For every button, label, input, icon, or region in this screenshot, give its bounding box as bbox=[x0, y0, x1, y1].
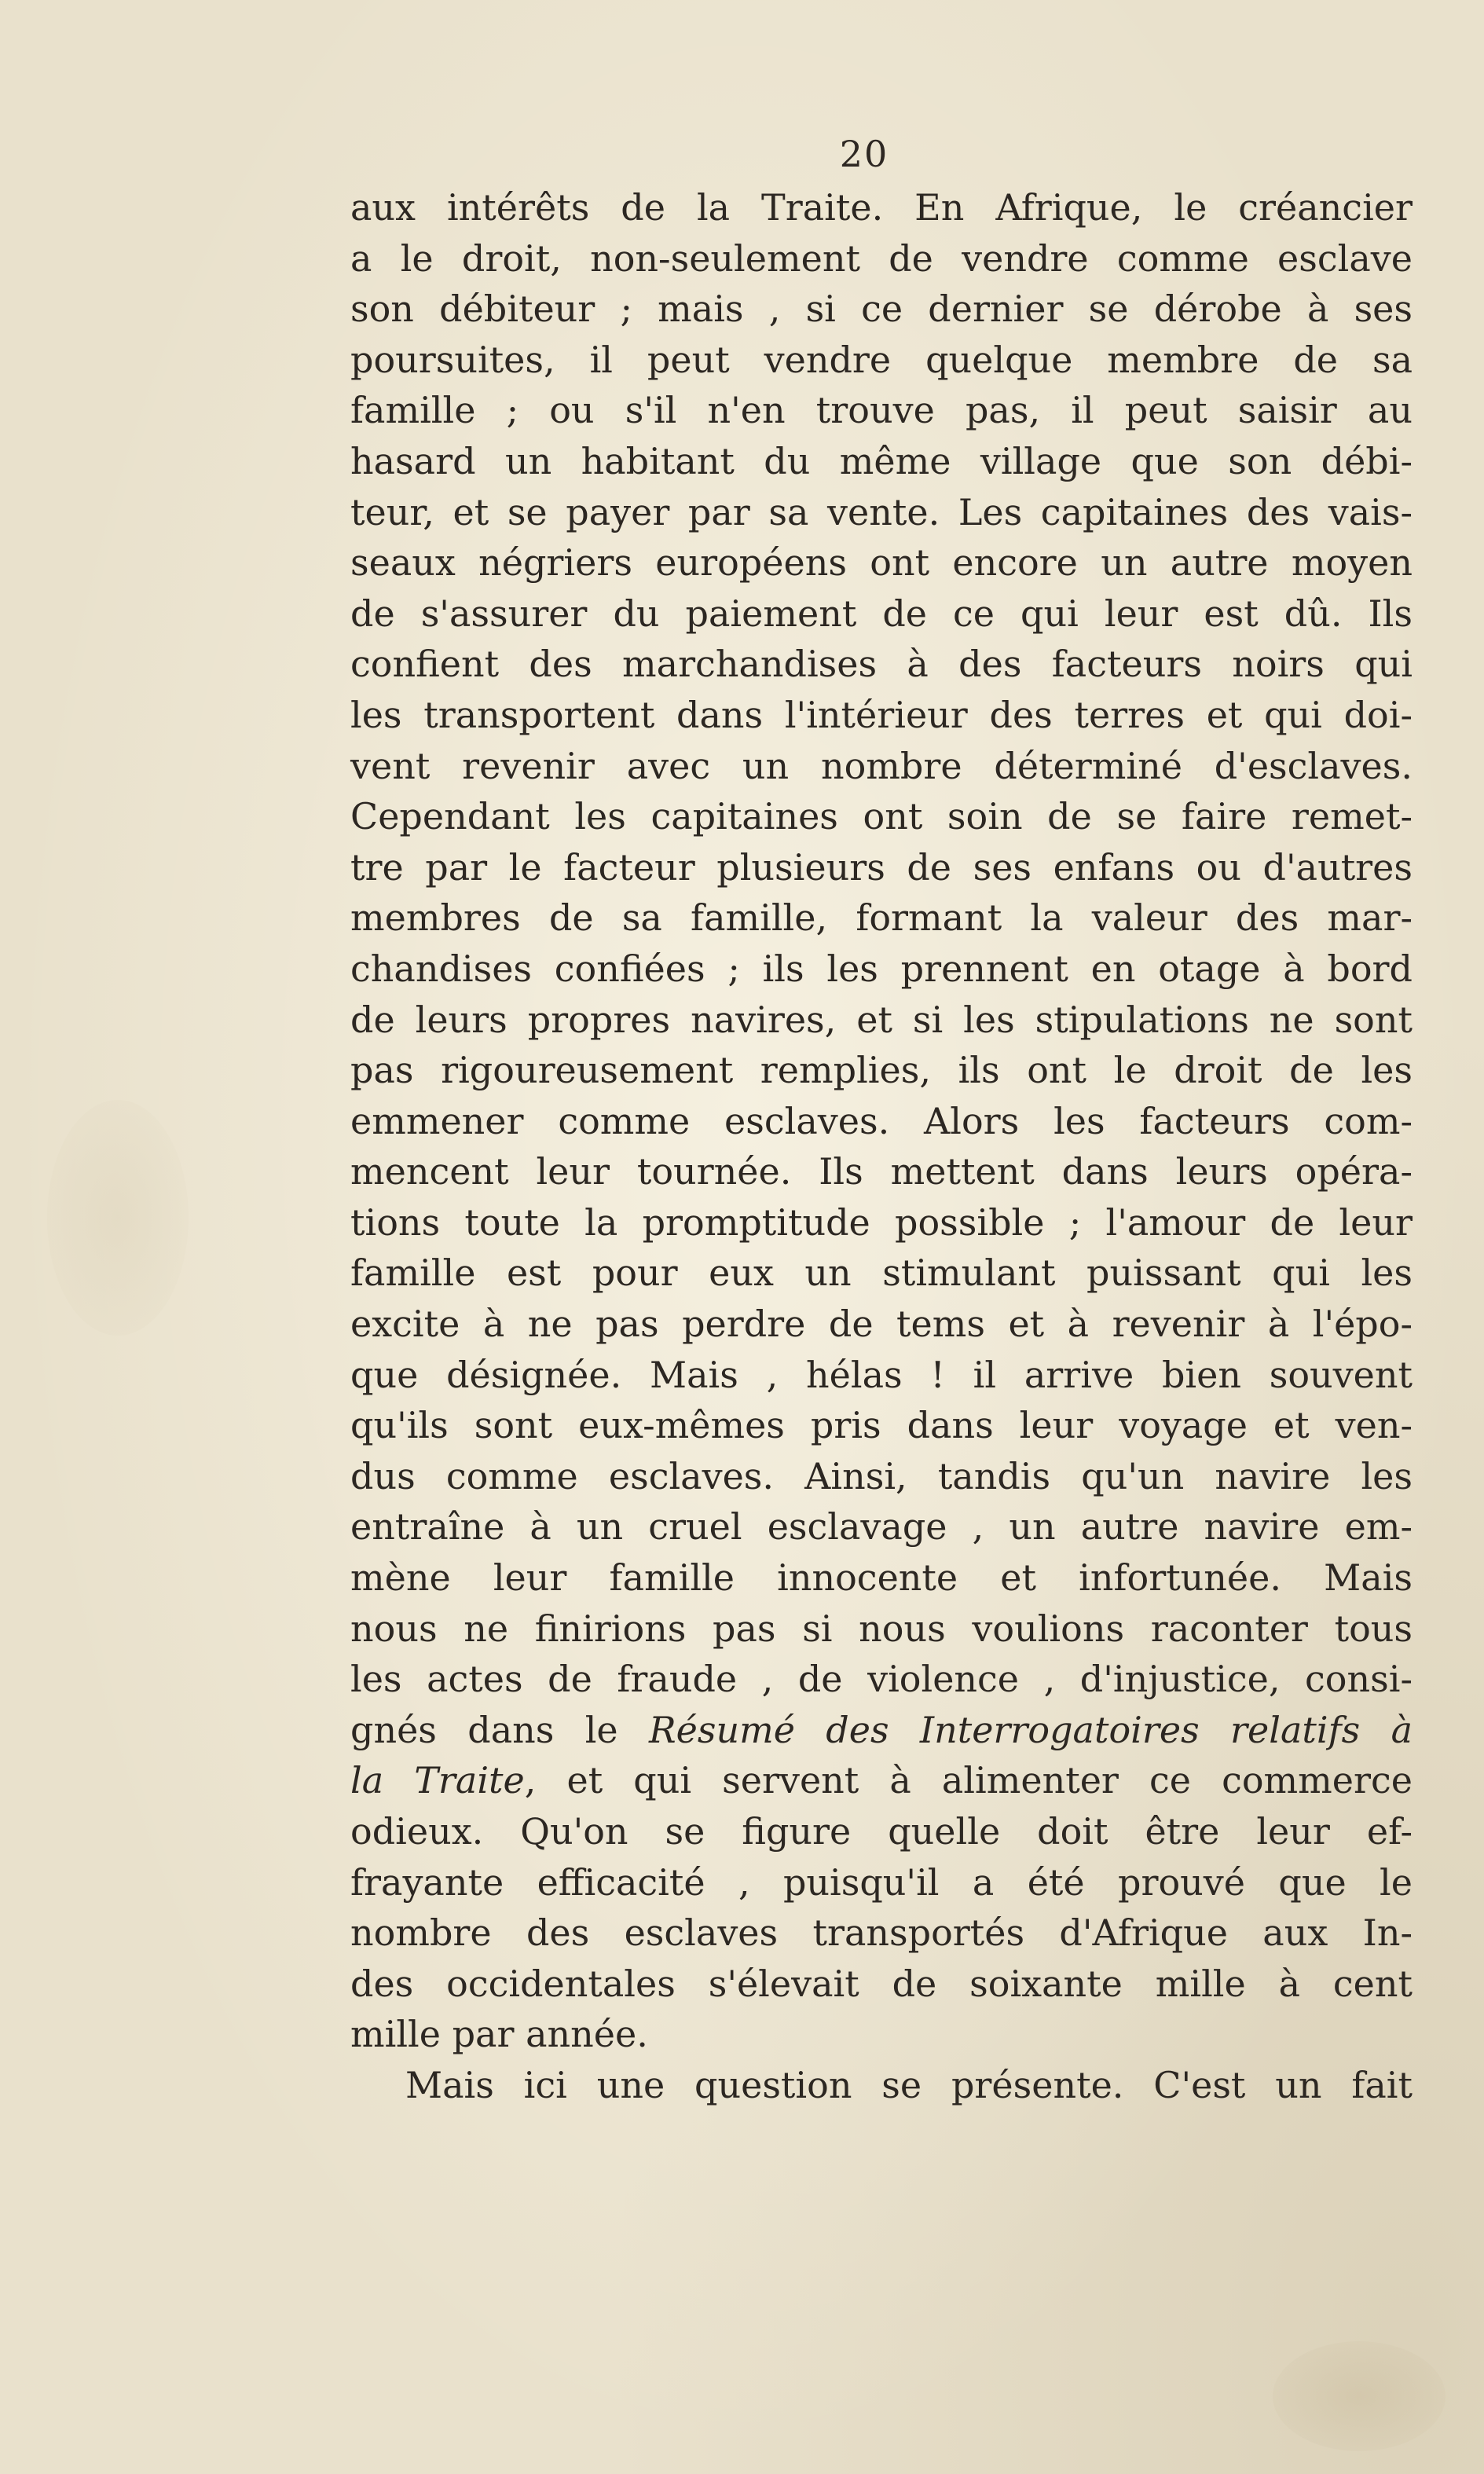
cited-title: la Traite bbox=[350, 1759, 525, 1802]
text-segment: , et qui servent à alimenter ce commerce bbox=[524, 1759, 1413, 1802]
text-line: tions toute la promptitude possible ; l'amour de leur bbox=[350, 1200, 1413, 1244]
body-text bbox=[350, 182, 1413, 2111]
text-line: les transportent dans l'intérieur des terres et qui doi- bbox=[350, 693, 1413, 736]
text-line: chandises confiées ; ils les prennent en otage à bord bbox=[350, 947, 1413, 990]
text-line: frayante efficacité , puisqu'il a été prouvé que le bbox=[350, 1860, 1413, 1904]
text-line: tre par le facteur plusieurs de ses enfans ou d'autres bbox=[350, 845, 1413, 889]
text-line: Cependant les capitaines ont soin de se faire remet- bbox=[350, 795, 1413, 838]
text-line: son débiteur ; mais , si ce dernier se dérobe à ses bbox=[350, 288, 1413, 331]
text-line: dus comme esclaves. Ainsi, tandis qu'un navire les bbox=[350, 1454, 1413, 1497]
text-line: que désignée. Mais , hélas ! il arrive bien souvent bbox=[350, 1353, 1413, 1396]
text-line-with-title bbox=[350, 1705, 1413, 1756]
text-line: excite à ne pas perdre de tems et à revenir à l'épo- bbox=[350, 1303, 1413, 1346]
text-line: hasard un habitant du même village que son débi- bbox=[350, 439, 1413, 482]
cited-title: Résumé des Interrogatoires relatifs à bbox=[649, 1708, 1413, 1751]
text-line: membres de sa famille, formant la valeur des mar- bbox=[350, 896, 1413, 940]
text-line: vent revenir avec un nombre déterminé d'esclaves. bbox=[350, 744, 1413, 787]
text-line: aux intérêts de la Traite. En Afrique, le créancier bbox=[350, 186, 1413, 229]
paper-stain bbox=[1273, 2341, 1446, 2451]
text-line: poursuites, il peut vendre quelque membre de sa bbox=[350, 338, 1413, 381]
paragraph-start-line: Mais ici une question se présente. C'est un fait bbox=[405, 2063, 1413, 2106]
text-segment: gnés dans le bbox=[350, 1708, 650, 1751]
paragraph-end-line: mille par année. bbox=[350, 2013, 648, 2056]
text-line-with-title bbox=[350, 1755, 1413, 1806]
text-line: famille est pour eux un stimulant puissant qui les bbox=[350, 1252, 1413, 1295]
text-line: odieux. Qu'on se figure quelle doit être leur ef- bbox=[350, 1810, 1413, 1853]
text-line: a le droit, non-seulement de vendre comme esclave bbox=[350, 236, 1413, 280]
text-line: des occidentales s'élevait de soixante mille à cent bbox=[350, 1962, 1413, 2005]
text-line: entraîne à un cruel esclavage , un autre navire em- bbox=[350, 1505, 1413, 1549]
text-line: nous ne finirions pas si nous voulions raconter tous bbox=[350, 1607, 1413, 1650]
text-line: seaux négriers européens ont encore un autre moyen bbox=[350, 541, 1413, 585]
text-line: mène leur famille innocente et infortunée. Mais bbox=[350, 1556, 1413, 1600]
text-line: mencent leur tournée. Ils mettent dans leurs opéra- bbox=[350, 1150, 1413, 1193]
text-line: teur, et se payer par sa vente. Les capitaines des vais- bbox=[350, 490, 1413, 533]
text-line: confient des marchandises à des facteurs noirs qui bbox=[350, 643, 1413, 686]
text-line: qu'ils sont eux-mêmes pris dans leur voyage et ven- bbox=[350, 1404, 1413, 1447]
page-number: 20 bbox=[839, 133, 889, 175]
text-line: pas rigoureusement remplies, ils ont le droit de les bbox=[350, 1049, 1413, 1092]
text-line: de leurs propres navires, et si les stipulations ne sont bbox=[350, 998, 1413, 1041]
paper-stain bbox=[47, 1100, 189, 1336]
text-line: nombre des esclaves transportés d'Afrique aux In- bbox=[350, 1911, 1413, 1955]
text-line: de s'assurer du paiement de ce qui leur est dû. Ils bbox=[350, 592, 1413, 635]
text-line: les actes de fraude , de violence , d'injustice, consi- bbox=[350, 1658, 1413, 1701]
text-line: emmener comme esclaves. Alors les facteurs com- bbox=[350, 1099, 1413, 1142]
text-line: famille ; ou s'il n'en trouve pas, il peut saisir au bbox=[350, 389, 1413, 432]
